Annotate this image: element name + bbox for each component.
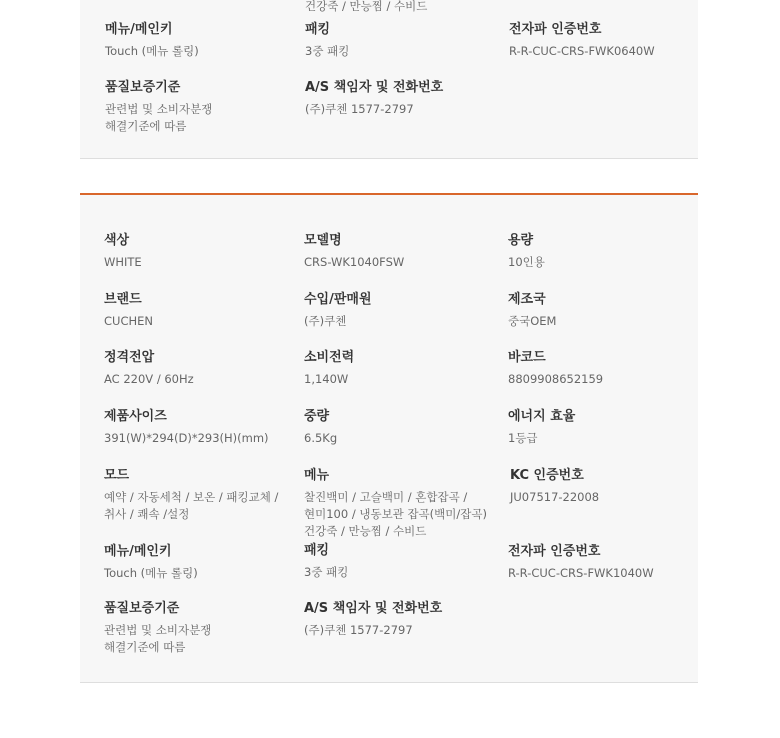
spec-value: 3중 패킹 bbox=[304, 565, 349, 579]
spec-label: 패킹 bbox=[304, 543, 330, 558]
spec-packing bbox=[304, 542, 348, 581]
spec-origin bbox=[508, 291, 556, 330]
spec-value: (주)쿠첸 bbox=[304, 314, 347, 328]
spec-value: 찰진백미 / 고슬백미 / 혼합잡곡 / 현미100 / 냉동보관 잡곡(백미/잡곡) 건강죽 / 만능찜 / 수비드 bbox=[304, 490, 487, 538]
spec-value: Touch (메뉴 롤링) bbox=[104, 566, 198, 580]
spec-voltage bbox=[104, 349, 194, 388]
spec-label: A/S 책임자 및 전화번호 bbox=[304, 601, 443, 616]
spec-as bbox=[305, 79, 443, 118]
spec-label: 중량 bbox=[304, 409, 330, 424]
spec-card-main bbox=[80, 193, 698, 683]
spec-model bbox=[304, 232, 404, 271]
spec-label: 메뉴 bbox=[304, 468, 330, 483]
spec-value: (주)쿠첸 1577-2797 bbox=[304, 623, 413, 637]
spec-label: 품질보증기준 bbox=[104, 601, 180, 616]
spec-label: 품질보증기준 bbox=[105, 80, 181, 95]
spec-mode bbox=[104, 467, 278, 523]
spec-value: 10인용 bbox=[508, 255, 545, 269]
spec-label: 용량 bbox=[508, 233, 534, 248]
spec-label: 메뉴/메인키 bbox=[104, 544, 172, 559]
spec-value: R-R-CUC-CRS-FWK1040W bbox=[508, 566, 654, 580]
spec-weight bbox=[304, 408, 337, 447]
spec-energy bbox=[508, 408, 575, 447]
spec-label: 브랜드 bbox=[104, 292, 142, 307]
spec-label: 메뉴/메인키 bbox=[105, 22, 173, 37]
spec-power bbox=[304, 349, 354, 388]
spec-value: 관련법 및 소비자분쟁 해결기준에 따름 bbox=[104, 623, 212, 654]
spec-value: 예약 / 자동세척 / 보온 / 패킹교체 / 취사 / 쾌속 /설정 bbox=[104, 490, 279, 521]
spec-value: AC 220V / 60Hz bbox=[104, 372, 194, 386]
spec-value: 3중 패킹 bbox=[305, 44, 350, 58]
spec-label: 바코드 bbox=[508, 350, 546, 365]
spec-value: 6.5Kg bbox=[304, 431, 338, 445]
spec-label: 소비전력 bbox=[304, 350, 355, 365]
spec-value: CUCHEN bbox=[104, 314, 153, 328]
spec-label: A/S 책임자 및 전화번호 bbox=[305, 80, 444, 95]
spec-value: WHITE bbox=[104, 255, 142, 269]
spec-emc bbox=[508, 543, 654, 582]
spec-value: 관련법 및 소비자분쟁 해결기준에 따름 bbox=[105, 102, 213, 133]
spec-packing bbox=[305, 21, 349, 60]
spec-label: 패킹 bbox=[305, 22, 331, 37]
spec-value: 391(W)*294(D)*293(H)(mm) bbox=[104, 431, 269, 445]
spec-label: 전자파 인증번호 bbox=[508, 544, 601, 559]
spec-value: 1등급 bbox=[508, 431, 538, 445]
spec-warranty bbox=[105, 79, 212, 135]
spec-color bbox=[104, 232, 142, 271]
spec-value: 8809908652159 bbox=[508, 372, 604, 386]
spec-warranty bbox=[104, 600, 211, 656]
spec-label: 전자파 인증번호 bbox=[509, 22, 602, 37]
spec-capacity bbox=[508, 232, 545, 271]
spec-value: CRS-WK1040FSW bbox=[304, 255, 405, 269]
spec-menu bbox=[304, 467, 487, 540]
spec-as bbox=[304, 600, 442, 639]
spec-label: 모드 bbox=[104, 468, 130, 483]
spec-size bbox=[104, 408, 269, 447]
spec-barcode bbox=[508, 349, 603, 388]
spec-label: 모델명 bbox=[304, 233, 342, 248]
spec-kc bbox=[510, 467, 599, 506]
spec-value: R-R-CUC-CRS-FWK0640W bbox=[509, 44, 655, 58]
spec-emc bbox=[509, 21, 655, 60]
spec-label: 에너지 효율 bbox=[508, 409, 576, 424]
spec-value: Touch (메뉴 롤링) bbox=[105, 44, 199, 58]
spec-label: 제품사이즈 bbox=[104, 409, 167, 424]
spec-value: 1,140W bbox=[304, 372, 349, 386]
spec-label: 수입/판매원 bbox=[304, 292, 372, 307]
spec-card-top bbox=[80, 0, 698, 159]
spec-brand bbox=[104, 291, 153, 330]
spec-value: (주)쿠첸 1577-2797 bbox=[305, 102, 414, 116]
spec-label: 정격전압 bbox=[104, 350, 155, 365]
spec-label: 제조국 bbox=[508, 292, 546, 307]
spec-value: 중국OEM bbox=[508, 314, 557, 328]
spec-importer bbox=[304, 291, 372, 330]
spec-label: KC 인증번호 bbox=[510, 468, 584, 483]
spec-label: 색상 bbox=[104, 233, 130, 248]
menu-value-tail: 건강죽 / 만능찜 / 수비드 bbox=[305, 0, 428, 13]
spec-main-key bbox=[105, 21, 199, 60]
spec-main-key bbox=[104, 543, 198, 582]
spec-value: JU07517-22008 bbox=[510, 490, 600, 504]
